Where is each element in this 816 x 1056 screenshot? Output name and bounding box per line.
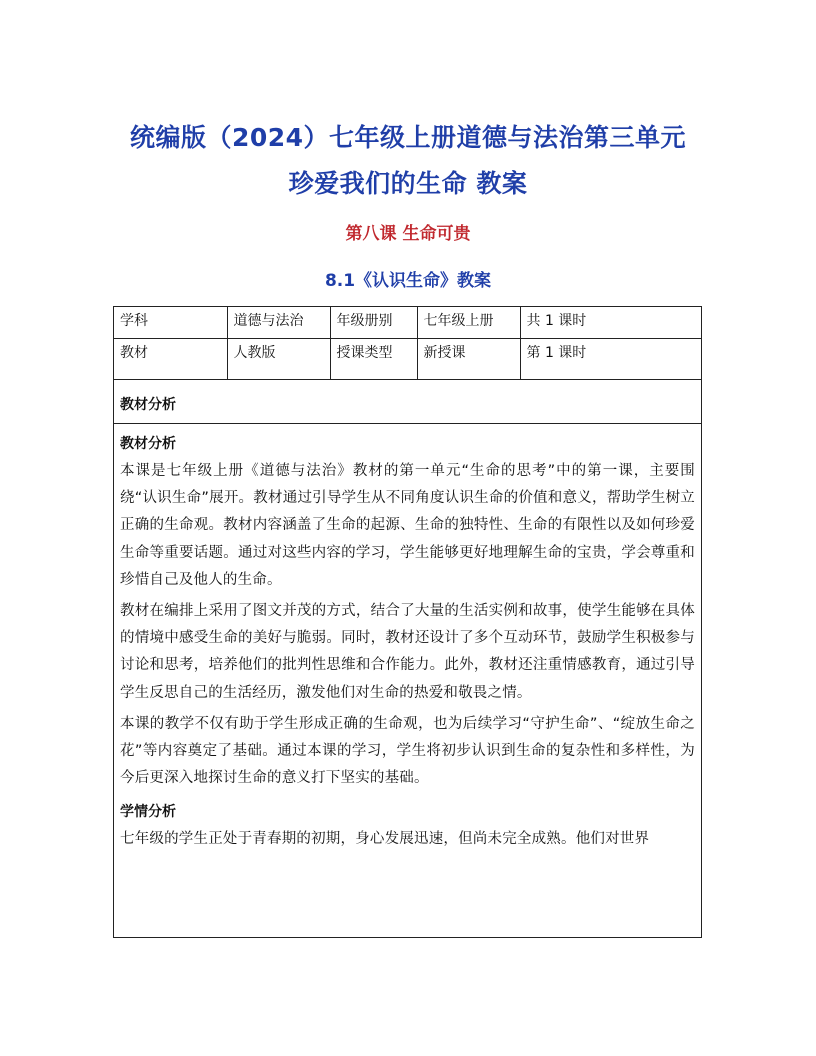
table-cell: 授课类型	[330, 339, 417, 380]
table-cell: 新授课	[417, 339, 520, 380]
table-row	[114, 339, 701, 380]
analysis-body	[114, 434, 701, 854]
analysis-paragraph: 教材在编排上采用了图文并茂的方式，结合了大量的生活实例和故事，使学生能够在具体的情境中感受生命的美好与脆弱。同时，教材还设计了多个互动环节，鼓励学生积极参与讨论和思考，培养他们的批判性思维和合作能力。此外，教材还注重情感教育，通过引导学生反思自己的生活经历，激发他们对生命的热爱和敬畏之情。	[120, 603, 695, 701]
analysis-paragraph: 本课的教学不仅有助于学生形成正确的生命观，也为后续学习“守护生命”、“绽放生命之花”等内容奠定了基础。通过本课的学习，学生将初步认识到生命的复杂性和多样性，为今后更深入地探讨生命的意义打下坚实的基础。	[120, 715, 695, 787]
analysis-paragraph: 本课是七年级上册《道德与法治》教材的第一单元“生命的思考”中的第一课，主要围绕“认识生命”展开。教材通过引导学生从不同角度认识生命的价值和意义，帮助学生树立正确的生命观。教材内容涵盖了生命的起源、生命的独特性、生命的有限性以及如何珍爱生命等重要话题。通过对这些内容的学习，学生能够更好地理解生命的宝贵，学会尊重和珍惜自己及他人的生命。	[120, 463, 695, 588]
table-cell: 学科	[114, 307, 227, 339]
document-title-line-1: 统编版（2024）七年级上册道德与法治第三单元	[129, 123, 687, 152]
table-cell: 年级册别	[330, 307, 417, 339]
lesson-title: 第八课 生命可贵	[345, 224, 471, 244]
table-cell: 七年级上册	[417, 307, 520, 339]
course-info-table	[114, 307, 701, 380]
table-cell: 道德与法治	[227, 307, 330, 339]
table-cell: 教材	[114, 339, 227, 380]
analysis-subheading: 教材分析	[120, 436, 176, 452]
student-analysis-subheading: 学情分析	[120, 804, 176, 821]
table-cell: 人教版	[227, 339, 330, 380]
table-cell: 第 1 课时	[520, 339, 701, 380]
table-cell: 共 1 课时	[520, 307, 701, 339]
document-title-line-2: 珍爱我们的生命 教案	[288, 169, 528, 198]
table-row	[114, 307, 701, 339]
student-analysis-paragraph: 七年级的学生正处于青春期的初期，身心发展迅速，但尚未完全成熟。他们对世界	[120, 831, 650, 848]
analysis-header: 教材分析	[114, 380, 701, 424]
section-title: 8.1《认识生命》教案	[324, 271, 492, 291]
lesson-plan-table	[113, 306, 702, 938]
